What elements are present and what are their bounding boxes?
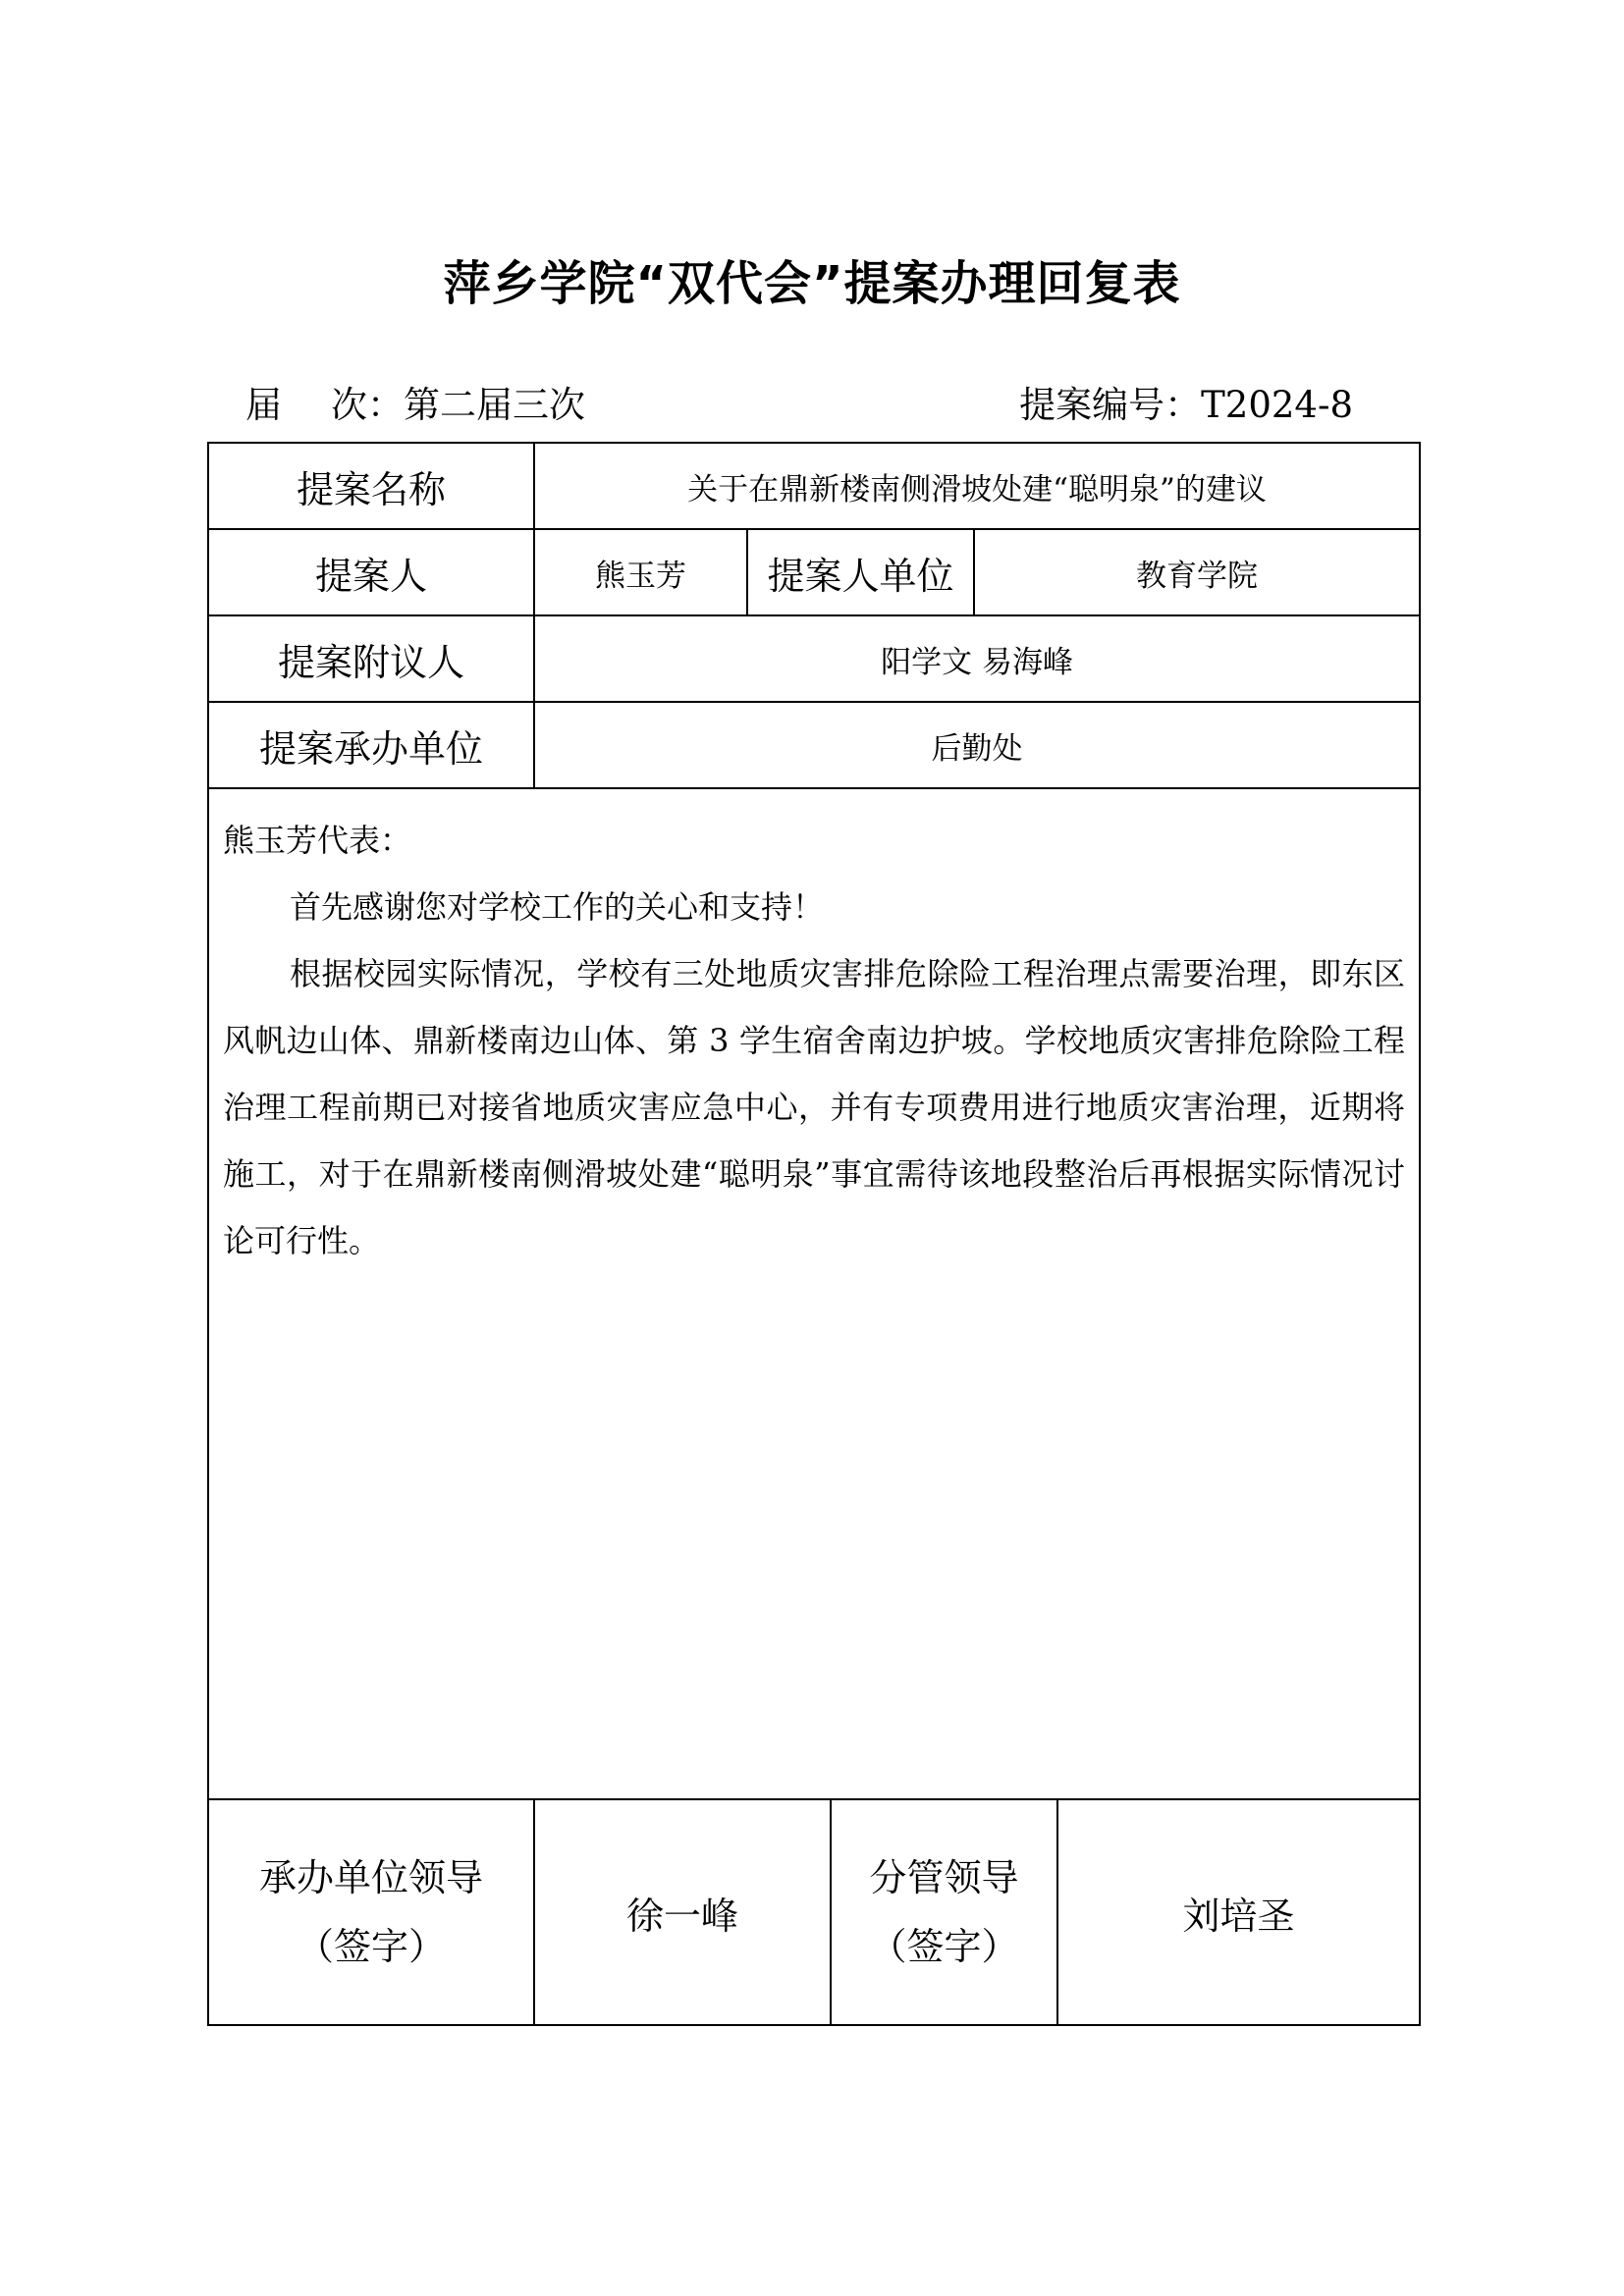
row-seconder bbox=[208, 615, 1420, 702]
supervisor-label: 分管领导 bbox=[869, 1856, 1019, 1899]
handler-leader-name: 徐一峰 bbox=[534, 1799, 831, 2025]
row-reply-content bbox=[208, 788, 1420, 1799]
reply-salutation: 熊玉芳代表： bbox=[223, 822, 412, 859]
proposal-number-label: 提案编号： bbox=[1019, 384, 1202, 426]
handler-leader-sign-note: （签字） bbox=[296, 1925, 446, 1968]
supervisor-label-cell bbox=[831, 1799, 1057, 2025]
handler-unit-value: 后勤处 bbox=[534, 702, 1420, 788]
proposer-unit-value: 教育学院 bbox=[974, 529, 1420, 615]
proposal-name-label: 提案名称 bbox=[208, 443, 534, 529]
session-info bbox=[245, 375, 585, 428]
supervisor-sign-note: （签字） bbox=[869, 1925, 1019, 1968]
proposer-label: 提案人 bbox=[208, 529, 534, 615]
proposal-reply-table bbox=[207, 442, 1421, 2026]
row-proposal-name bbox=[208, 443, 1420, 529]
reply-paragraph-1: 首先感谢您对学校工作的关心和支持！ bbox=[290, 888, 825, 926]
session-value: 第二届三次 bbox=[404, 384, 585, 426]
session-label: 届 bbox=[245, 384, 282, 426]
handler-leader-label-cell bbox=[208, 1799, 534, 2025]
proposer-value: 熊玉芳 bbox=[534, 529, 747, 615]
proposal-number-value: T2024-8 bbox=[1201, 384, 1353, 426]
seconder-value: 阳学文 易海峰 bbox=[534, 615, 1420, 702]
session-label-2: 次： bbox=[331, 384, 404, 426]
row-proposer bbox=[208, 529, 1420, 615]
proposal-name-value: 关于在鼎新楼南侧滑坡处建“聪明泉”的建议 bbox=[534, 443, 1420, 529]
row-signatures bbox=[208, 1799, 1420, 2025]
proposal-number bbox=[1019, 375, 1353, 428]
handler-unit-label: 提案承办单位 bbox=[208, 702, 534, 788]
proposer-unit-label: 提案人单位 bbox=[747, 529, 974, 615]
reply-paragraph-2: 根据校园实际情况，学校有三处地质灾害排危除险工程治理点需要治理，即东区风帆边山体、鼎新楼南边山体、第 3 学生宿舍南边护坡。学校地质灾害排危除险工程治理工程前期已对接省地质灾害应急中心，并有专项费用进行地质灾害治理，近期将施工，对于在鼎新楼南侧滑坡处建“聪明泉”事宜需待该地段整治后再根据实际情况讨论可行性。 bbox=[223, 955, 1406, 1259]
seconder-label: 提案附议人 bbox=[208, 615, 534, 702]
page-title: 萍乡学院“双代会”提案办理回复表 bbox=[443, 256, 1181, 311]
supervisor-name: 刘培圣 bbox=[1057, 1799, 1420, 2025]
row-handler-unit bbox=[208, 702, 1420, 788]
handler-leader-label: 承办单位领导 bbox=[258, 1856, 483, 1899]
reply-content bbox=[208, 788, 1420, 1799]
